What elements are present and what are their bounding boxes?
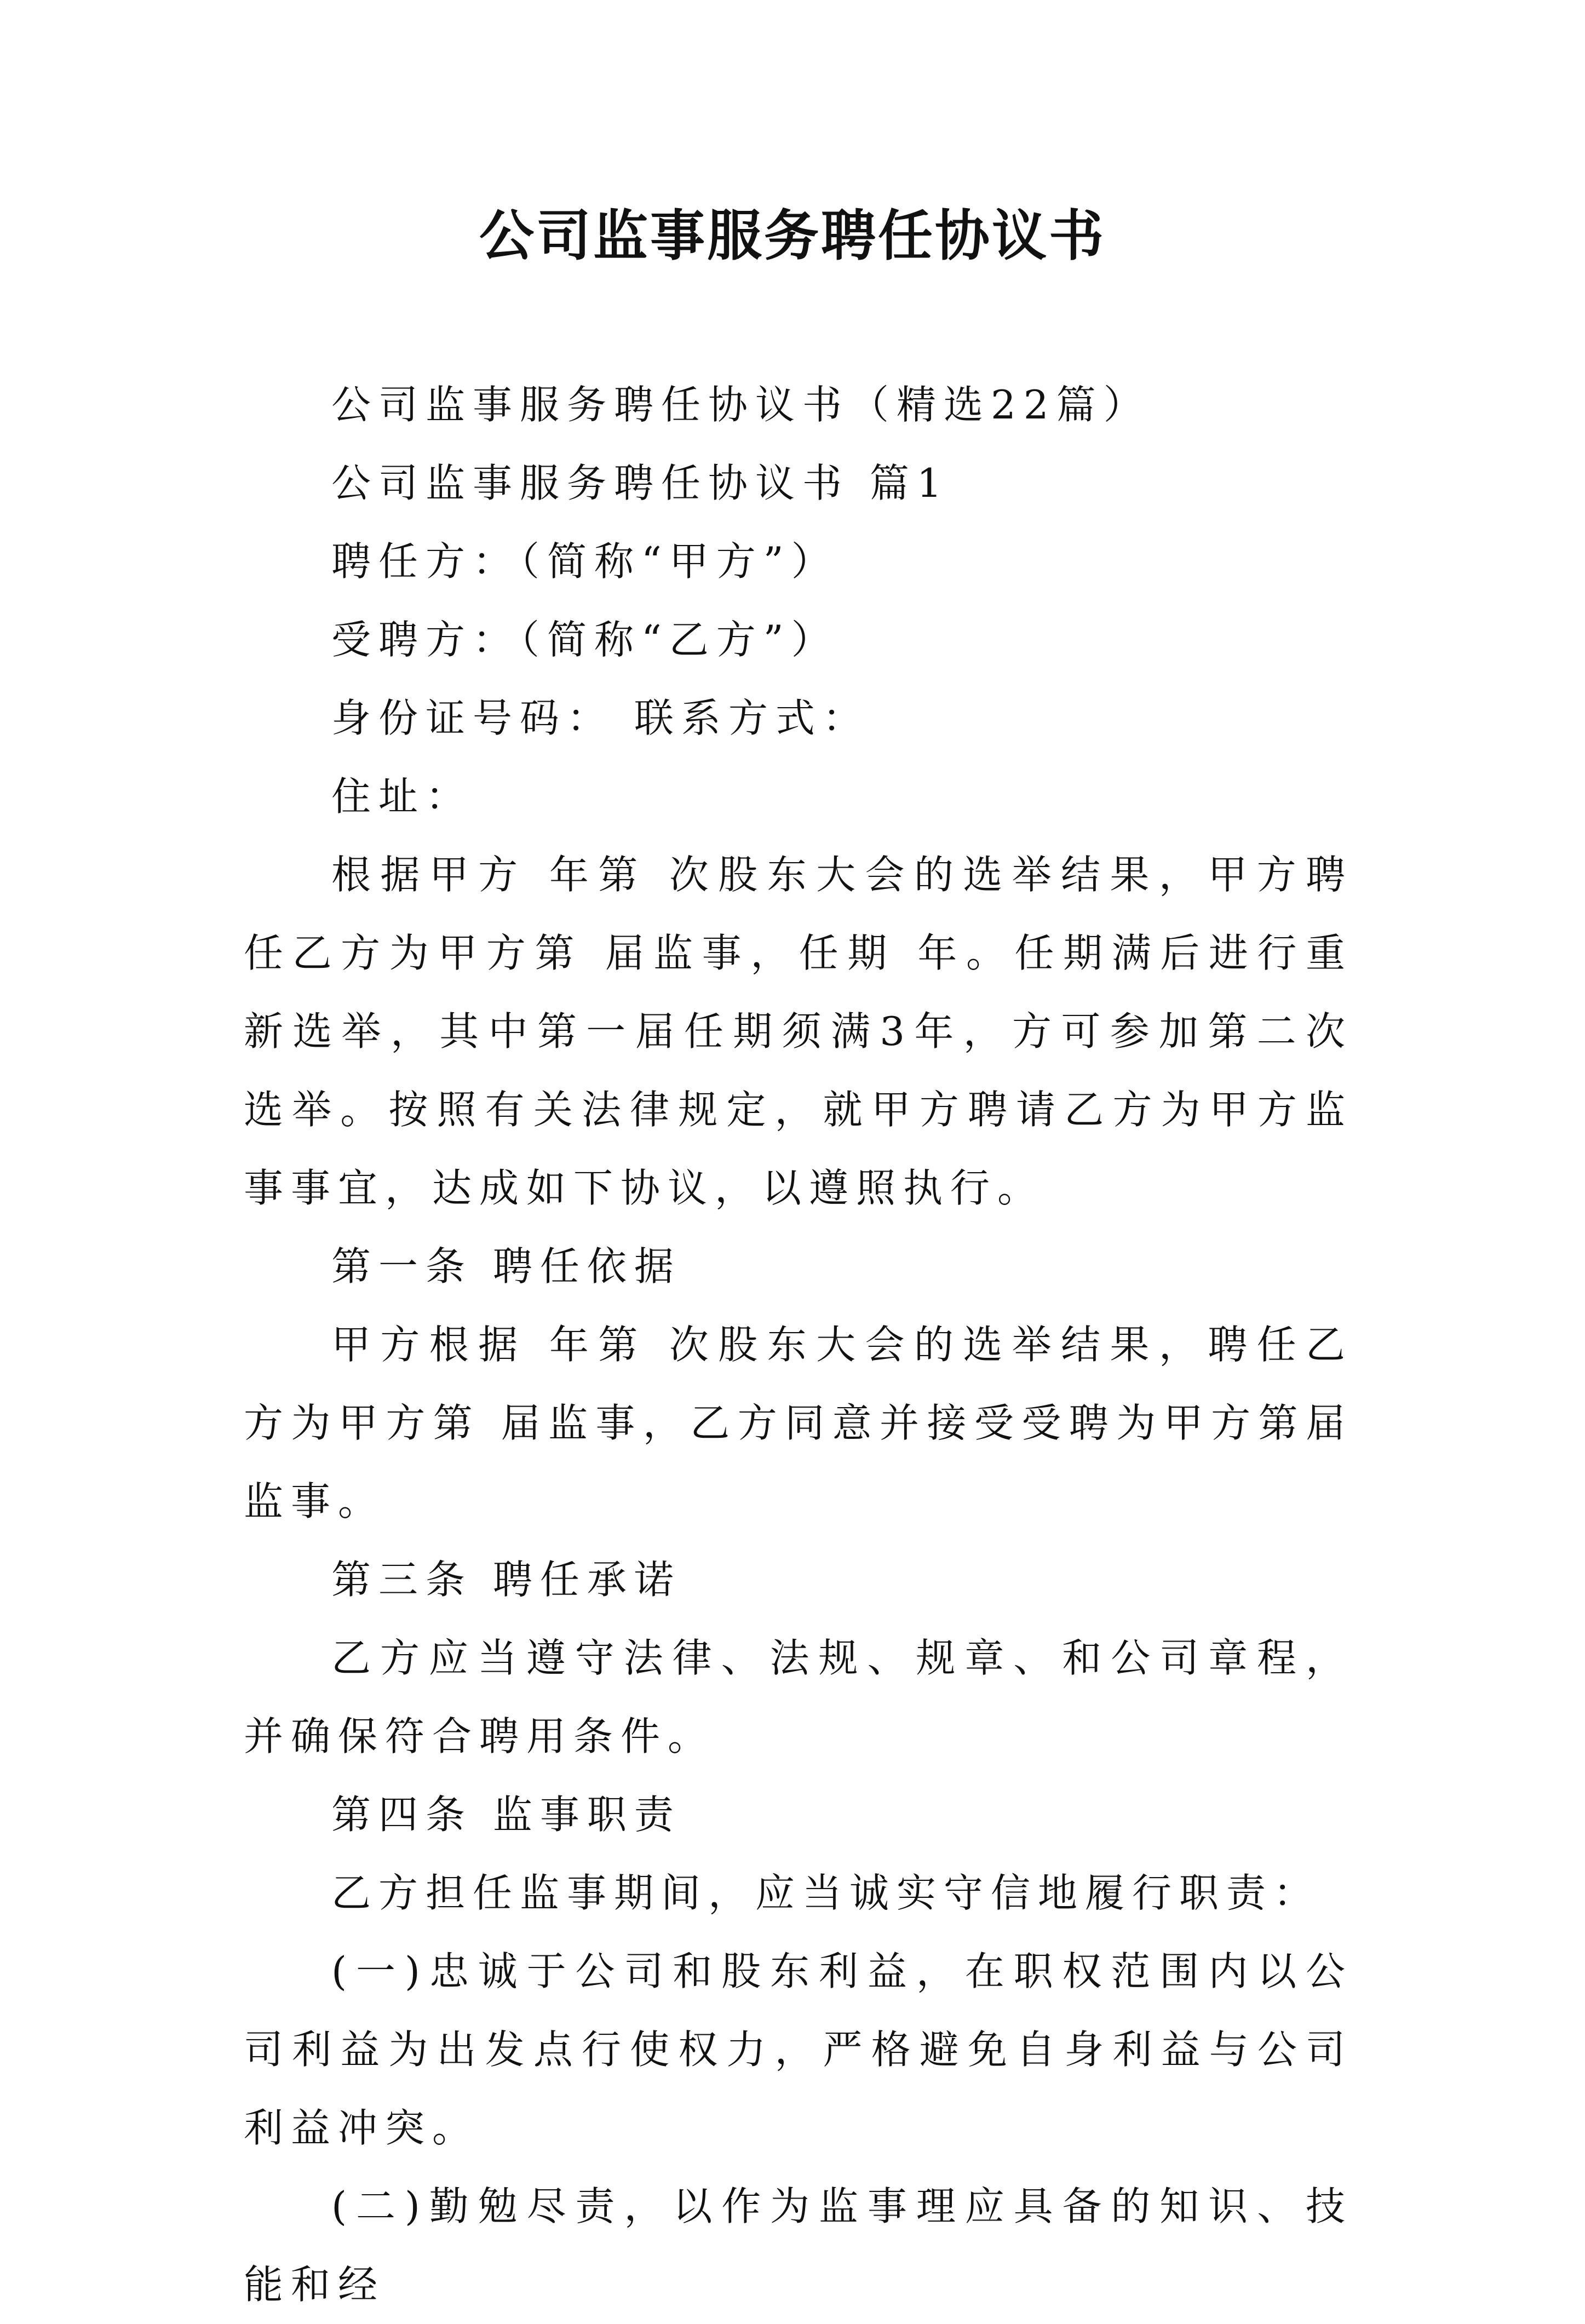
paragraph-article-3-heading: 第三条 聘任承诺: [331, 1557, 681, 1603]
paragraph-address: 住址：: [331, 773, 473, 819]
paragraph-id-contact: 身份证号码： 联系方式：: [331, 695, 870, 741]
paragraph-article-4-intro: 乙方担任监事期间，应当诚实守信地履行职责：: [331, 1870, 1321, 1916]
paragraph-employee: 受聘方：（简称“乙方”）: [331, 617, 839, 663]
document-title: 公司监事服务聘任协议书: [479, 203, 1106, 268]
paragraph-article-1-heading: 第一条 聘任依据: [331, 1243, 681, 1289]
paragraph-duty-2: (二)勤勉尽责，以作为监事理应具备的知识、技能和经: [244, 2183, 1353, 2308]
paragraph-employer: 聘任方：（简称“甲方”）: [331, 538, 839, 584]
paragraph-article-1-body: 甲方根据 年第 次股东大会的选举结果，聘任乙方为甲方第 届监事，乙方同意并接受受聘为甲方第届监事。: [244, 1322, 1353, 1524]
paragraph-preamble: 根据甲方 年第 次股东大会的选举结果，甲方聘任乙方为甲方第 届监事，任期 年。任期满后进行重新选举，其中第一届任期须满3年，方可参加第二次选举。按照有关法律规定，就甲方聘请乙方为甲方监事事宜，达成如下协议，以遵照执行。: [244, 852, 1353, 1211]
paragraph-section-heading: 公司监事服务聘任协议书 篇1: [331, 460, 950, 506]
document-body: [244, 366, 1353, 2324]
paragraph-duty-1: (一)忠诚于公司和股东利益，在职权范围内以公司利益为出发点行使权力，严格避免自身利益与公司利益冲突。: [244, 1948, 1353, 2151]
paragraph-subtitle: 公司监事服务聘任协议书（精选22篇）: [331, 382, 1151, 428]
paragraph-article-3-body: 乙方应当遵守法律、法规、规章、和公司章程，并确保符合聘用条件。: [244, 1635, 1353, 1759]
paragraph-article-4-heading: 第四条 监事职责: [331, 1792, 681, 1838]
